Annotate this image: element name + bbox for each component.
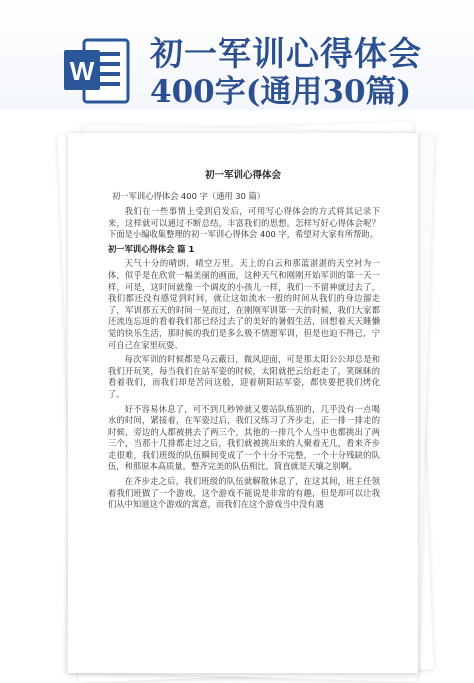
intro-paragraph: 我们在一些事情上受到启发后，可用写心得体会的方式将其记录下来，这样就可以通过不断总结，丰富我们的思想。怎样写好心得体会呢？下面是小编收集整理的初一军训心得体会 400 字，希望对大家有所帮助。 xyxy=(108,206,380,240)
body-paragraph: 天气十分的晴朗，晴空万里。天上的白云和那蓝湛湛的天空衬为一体，似乎是在欣赏一幅美丽的画面，这种天气和刚刚开始军训的第一天一样，可是，这时间就像一个调皮的小孩儿一样，我们一不留神就过去了，我们都还没有感觉到时间，就让这如流水一般的时间从我们的身边溜走了，军训那五天的时间一晃而过，在刚刚军训第一天的时候，我们大家都还流连忘返的看着我们那已经过去了的美好的暑假生活，回想着天天睡懒觉的快乐生活，那时候的我们是多么极不情愿军训，但是也迫不得已，宁可自己在家里玩耍。 xyxy=(108,258,380,350)
banner-header xyxy=(0,0,474,110)
section-heading: 初一军训心得体会 篇 1 xyxy=(108,243,195,254)
banner-title-line1: 初一军训心得体会 xyxy=(150,34,422,73)
body-paragraph: 每次军训的时候都是乌云蔽日，微风迎面，可是那太阳公公却总是和我们开玩笑，每当我们在站军姿的时候，太阳就把云给赶走了，笑眯眯的看着我们，而我们却是苦问这般，迎着朝阳站军姿，都快要把我们烤化了。 xyxy=(108,354,380,399)
body-paragraph: 在齐步走之后，我们班级的队伍就解散休息了，在这其间，班主任领着我们班做了一个游戏，这个游戏不能说是非常的有趣，但是却可以让我们从中知道这个游戏的寓意，而我们在这个游戏当中没有遇 xyxy=(108,476,380,510)
document-body xyxy=(108,206,380,514)
svg-text:W: W xyxy=(69,56,95,86)
document-subtitle: 初一军训心得体会 400 字（通用 30 篇） xyxy=(112,191,266,201)
document-page xyxy=(68,133,418,673)
body-paragraph: 好不容易休息了，可不到几秒钟就又要站队练别的，几乎没有一点喝水的时间，紧接着，在军姿过后，我们又练习了齐步走，正一排一排走的时候，旁边的人都被挑去了两三个，其他的一排几个人当中也都挑出了两三个，当那十几排都走过之后，我们就被挑出来的人聚着无几，看来齐步走很难，我们班级的队伍瞬间变成了一个十分不完整，一个十分残缺的队伍，和那原本高质量，整齐完美的队伍相比，简直就是天壤之别啊。 xyxy=(108,403,380,472)
banner-title-line2: 400字(通用30篇) xyxy=(150,74,412,110)
word-icon xyxy=(62,36,132,106)
document-title: 初一军训心得体会 xyxy=(204,170,281,181)
